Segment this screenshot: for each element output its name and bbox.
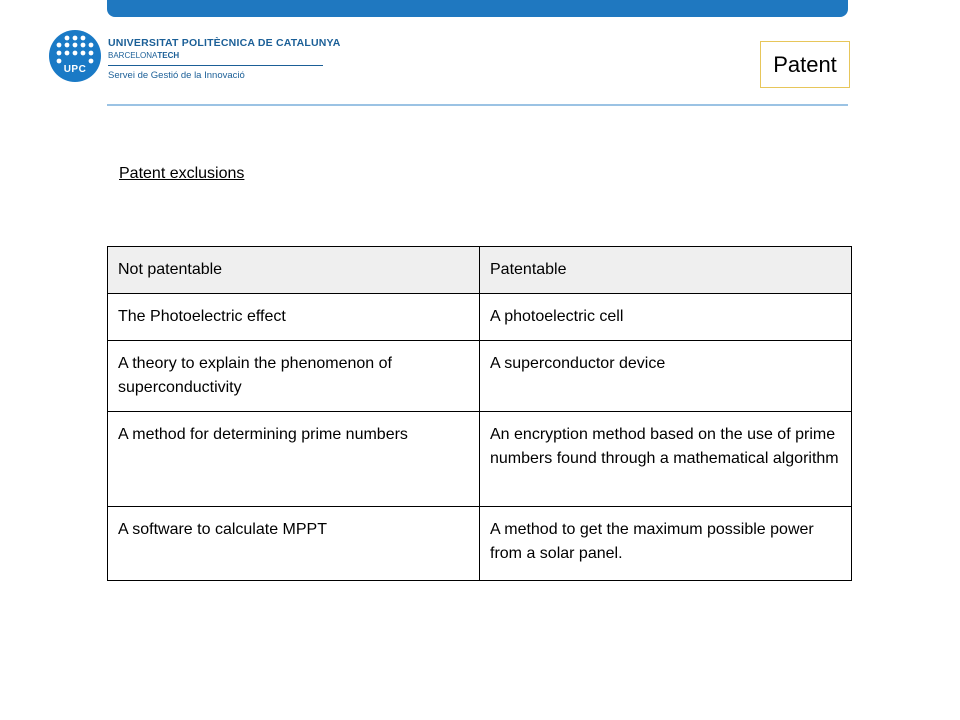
- institution-name: UNIVERSITAT POLITÈCNICA DE CATALUNYA: [108, 37, 341, 49]
- table-cell: A software to calculate MPPT: [108, 507, 480, 581]
- header-cell-not-patentable: Not patentable: [108, 247, 480, 294]
- header-divider: [107, 104, 848, 106]
- department-name: Servei de Gestió de la Innovació: [108, 69, 245, 81]
- page-subtitle: Patent exclusions: [119, 165, 245, 182]
- upc-logo-mark: [49, 30, 101, 82]
- table-cell: A method for determining prime numbers: [108, 412, 480, 507]
- header-cell-patentable: Patentable: [480, 247, 852, 294]
- table-cell: A theory to explain the phenomenon of superconductivity: [108, 341, 480, 412]
- logo-divider: [108, 65, 323, 66]
- table-cell: A photoelectric cell: [480, 294, 852, 341]
- table-cell: An encryption method based on the use of prime numbers found through a mathematical algorithm: [480, 412, 852, 507]
- logo-abbreviation: UPC: [63, 64, 87, 75]
- sub-brand-regular: BARCELONA: [108, 50, 158, 60]
- table-header-row: [108, 247, 852, 294]
- table-cell: A superconductor device: [480, 341, 852, 412]
- table-cell: The Photoelectric effect: [108, 294, 480, 341]
- logo-text-block: [108, 38, 341, 80]
- table-row: [108, 294, 852, 341]
- upc-logo: [49, 30, 339, 90]
- section-badge: Patent: [760, 41, 850, 88]
- table-row: [108, 341, 852, 412]
- exclusions-table: [107, 246, 852, 581]
- top-banner-bar: [107, 0, 848, 17]
- table-row: [108, 412, 852, 507]
- table-row: [108, 507, 852, 581]
- table-cell: A method to get the maximum possible power from a solar panel.: [480, 507, 852, 581]
- sub-brand: [108, 52, 341, 60]
- sub-brand-bold: TECH: [157, 50, 180, 60]
